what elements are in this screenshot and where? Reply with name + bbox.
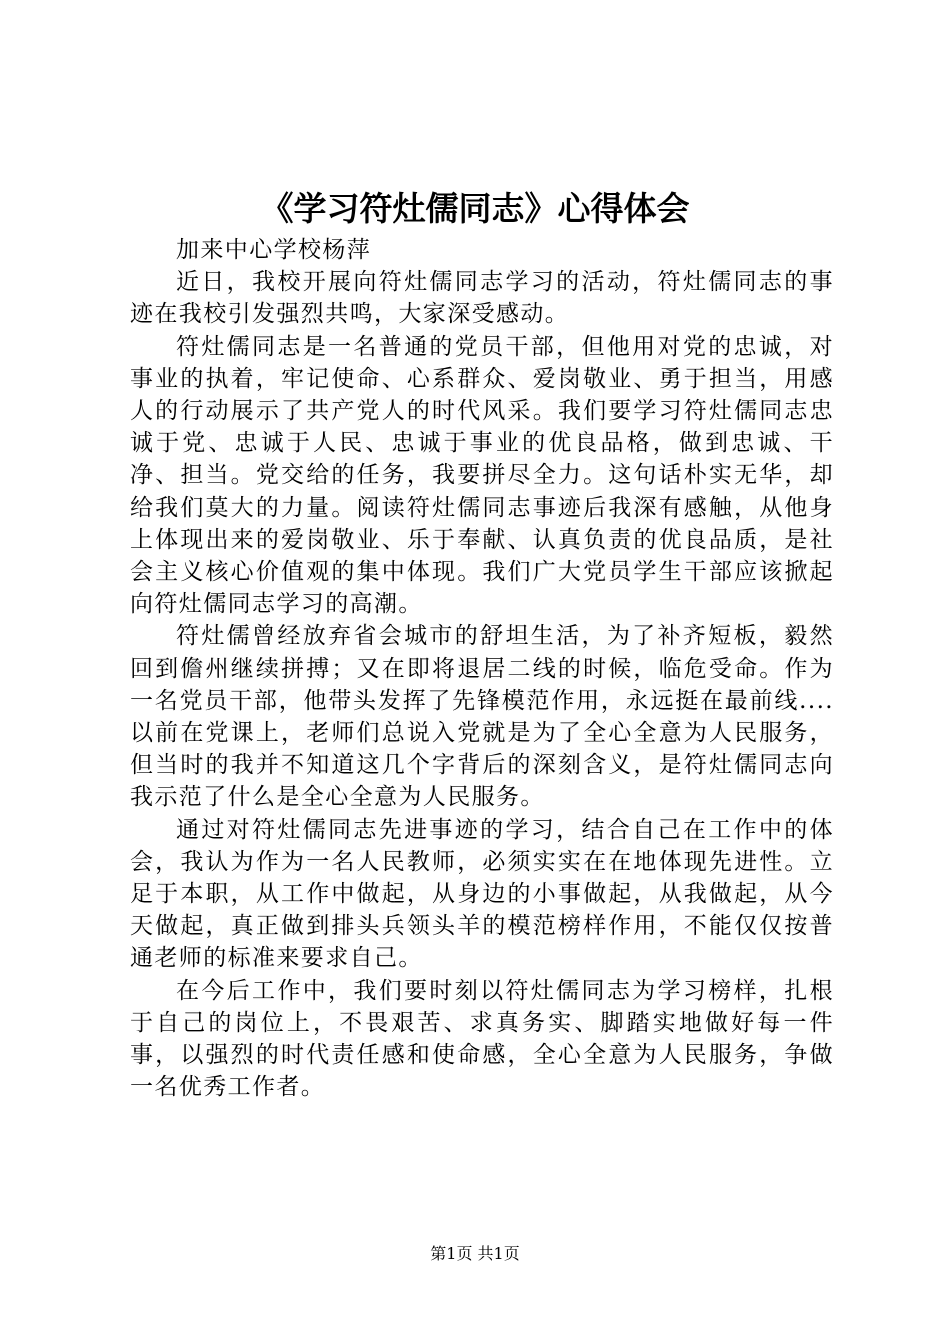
paragraph-3: 符灶儒曾经放弃省会城市的舒坦生活，为了补齐短板，毅然回到儋州继续拼搏；又在即将退居二线的时候，临危受命。作为一名党员干部，他带头发挥了先锋模范作用，永远挺在最前线....以前在党课上，老师们总说入党就是为了全心全意为人民服务，但当时的我并不知道这几个字背后的深刻含义，是符灶儒同志向我示范了什么是全心全意为人民服务。 [130, 623, 834, 811]
paragraph-1: 近日，我校开展向符灶儒同志学习的活动，符灶儒同志的事迹在我校引发强烈共鸣，大家深受感动。 [130, 269, 834, 328]
document-body [130, 234, 834, 1103]
author-line: 加来中心学校杨萍 [176, 237, 372, 263]
paragraph-4: 通过对符灶儒同志先进事迹的学习，结合自己在工作中的体会，我认为作为一名人民教师，必须实实在在地体现先进性。立足于本职，从工作中做起，从身边的小事做起，从我做起，从今天做起，真正做到排头兵领头羊的模范榜样作用，不能仅仅按普通老师的标准来要求自己。 [130, 816, 834, 972]
paragraph-5: 在今后工作中，我们要时刻以符灶儒同志为学习榜样，扎根于自己的岗位上，不畏艰苦、求真务实、脚踏实地做好每一件事，以强烈的时代责任感和使命感，全心全意为人民服务，争做一名优秀工作者。 [130, 977, 834, 1101]
document-title: 《学习符灶儒同志》心得体会 [260, 189, 690, 228]
paragraph-2: 符灶儒同志是一名普通的党员干部，但他用对党的忠诚，对事业的执着，牢记使命、心系群众、爱岗敬业、勇于担当，用感人的行动展示了共产党人的时代风采。我们要学习符灶儒同志忠诚于党、忠诚于人民、忠诚于事业的优良品格，做到忠诚、干净、担当。党交给的任务，我要拼尽全力。这句话朴实无华，却给我们莫大的力量。阅读符灶儒同志事迹后我深有感触，从他身上体现出来的爱岗敬业、乐于奉献、认真负责的优良品质，是社会主义核心价值观的集中体现。我们广大党员学生干部应该掀起向符灶儒同志学习的高潮。 [130, 333, 834, 618]
page-footer: 第1页 共1页 [430, 1244, 520, 1263]
